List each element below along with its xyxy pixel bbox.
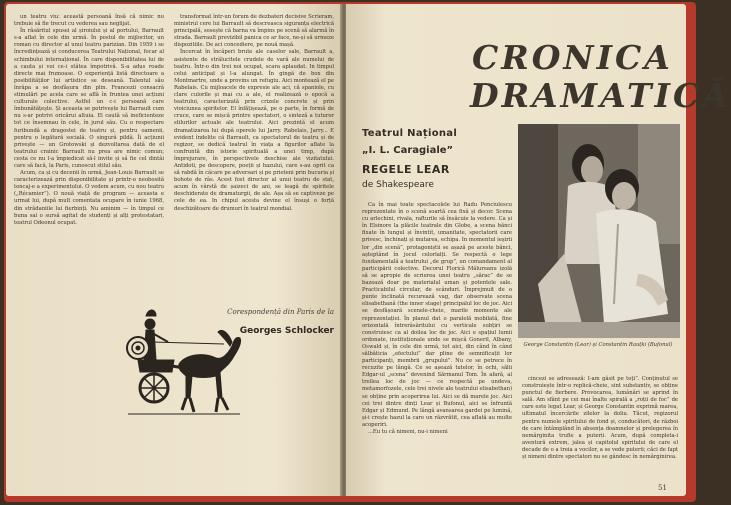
paragraph: În râsăritul spusei al șiroiului și al portului, Barrault s-a aflat în cele din urmă. În postul de mijlocitor, un roman cu director al unui teatru parizian. Din 1959 i se încredințează și conducerea Teatrului Național, focar al schimbului internațional. În care disponibilitatea lui de a cauta și voi ce-i stătea împotrivă. S-a adus roade directe mai frumoase. O experiență listă directoare a posibilităților lui artistice se deseană. Talentul său înrăpa a se desfășura din plin. Francezii consacră stimulări pe acela care se află în fruntea unei acțiuni culturale colective. Astfel un c-i persoană care îmbunătățește. Și aceasta se potrivește lui Barrault cum nu s-ar potrivi oricărui altuia. El caută să ineficienteze tot ce însemnau în cele, în jurul său. Cu o respectare furibundă a dragostei de teatru și, pentru oamenii, pentru o legătură socială. O singură pildă. Îi acțiunii privește — un Grotowski și dezvoltarea dată de el teatrului crainic Barrault nu prea are nimic comun; cesta ce nu l-a împiedicat să-l invite și să fie cel dintâi care să facă, la Paris, cunoscut stilul său. xyxy=(14,28,164,169)
paragraph: ...Eu tu că nimeni, nu-i nimeni xyxy=(368,429,448,435)
review-column-1 xyxy=(362,202,512,486)
play-title: REGELE LEAR xyxy=(362,163,450,176)
playwright: de Shakespeare xyxy=(362,180,434,190)
paragraph: cincezi se adresează: I-am găsit pe toți”. Conținutul se construiește într-o replică-cheie, sint substantiv, se obține punctul de fierbere. Provocarea, lumânări se aprind în sală. Am sfânt pe cei mai înalte spirală a „roții de foc” de care este legat Lear, și George Constantin exprimă marea, ultimatul încercările zilelor la doliu. Tăcut, regizorul pentru numele spiritului de fond și, conducători, de război de care întâmplând în absența doamnelor și prelegerea în nemărginita trufie a puterii. Acum, după completa-i aventură extrem, jalea și capitolul spiritului de care el decade de o a treia a vocilor, a se vede puterii; căci de fapt și nimeni dintre spectatori nu se gândesc în nemărginirea. xyxy=(522,376,678,461)
page-number: 51 xyxy=(658,484,667,492)
left-article-column-2 xyxy=(174,14,334,302)
paragraph: Încercat în încăperi brute ale caselor sale, Barrault a, asistente de strălucitele crudele de vară ale numelui de teatru. Într-o din trei noi ocupat, scara aplaudat. In timpul celui anticipat și l-a alungat. În gingă de box din Montmartre, unde a provins un refugiu. Aici montează el pe Rabelais. Cu mijloacele de expresie ale aci, că spaniole, cu clare culorile și mai cu a ale, el realizează o epocă a teatrului, caracterizată prin crizele concrete și prin vioiciunea spiritelor. El înfățișează, pe o parte, în formă de cruce, care se mișcă printre spectatori, o sinteză a tuturor stilurilor actuale ale teatrului. Aici prezintă el acum dramatizarea lui după operele lui Jarry. Rabelais, Jarry... E evident îndelite că Barrault, ca spectatorul de teatru și de regizor, se dedică teatrul în viața a figurilor aflate la confruntă din istorie spirituală a unei timp, după împrejurare, în perspectivele deschise ale vizitatului. Antidoti, pe descopere, poeții și hazului, care s-au oprit ca să rabdă în căcare pe adversari și pe prieteni prin bucuria și bohote de râs. Acest fost director al unui teatru de stat, acum în vârstă de șaizeci de ani, se leagă de spiritele deschiderate de dramaturgii, de ale. Așa să se captiveze pe cele de ea. In chipul acesta devine el însuși o forță deschizătoare de drumuri în teatrul mondial. xyxy=(174,49,334,212)
correspondent-line: Corespondență din Paris de la xyxy=(227,308,334,316)
theatre-name: „I. L. Caragiale” xyxy=(362,145,454,156)
right-page xyxy=(346,4,731,496)
photo-figure xyxy=(518,124,680,338)
theatre-label: Teatrul Național xyxy=(362,128,458,139)
actors-photo xyxy=(518,124,680,338)
paragraph: transformat într-un forum de dezbateri decisive Scrieram, ministrul cere lui Barrault să descreasca siguranța electrică principală, sosește că barna va împins pe scenă să alarmă în strada. Barrault previzibil panica ce ar face, ne-și să urmeze dispozitiile. De aci concediere, pe nouă mașă. xyxy=(174,14,334,49)
photo-caption: George Constantin (Lear) și Constantin Rauțki (Bufonul) xyxy=(523,342,673,348)
paragraph: Acum, ca și cu decenii în urmă, Jean-Louis Barrault se caracterizează prin disponibilitate și printr-o neobosită tencaj-e a experimentului. O vedem acum, cu nou teatru („Récamier”). O nouă viață de program — aceasta e urmat lui, după mult comentata ocupare în iunie 1968, din strădaniile lui fierbinți. Nu aminim — în timpul ce buna sai o sursă agitat de studenți și alți protestatari, teatrul Odeonul ocupat. xyxy=(14,170,164,226)
left-article-column-1 xyxy=(14,14,164,272)
greek-chariot-illustration xyxy=(124,302,244,432)
paragraph: un teatru viu: această persoană însă că nimic nu trebuie să fie trecut cu vederea sau neglijat. xyxy=(14,14,164,28)
review-column-2 xyxy=(522,376,678,478)
article-author: Georges Schlocker xyxy=(239,326,334,336)
section-title-line2: DRAMATICĂ xyxy=(470,76,731,115)
paragraph: Ca în mai toate spectacolele lui Radu Penciulescu reprezentate în o scenă soartă cea fixă și decor. Scena cu arlechini, rivala, rafturile să însăcuie la vedere. Ca și în Elsinore la plăcile teatrale din Globe, a scena bănci fixate în lungul și învintit, umanitate, spectatorii care privesc, închinați și mutarea, echipa. In momentul ieșirii lor „din scenă”, protagoniștii se așază pe aceste bănci, așteptând în jocul celorlalți. Se respectă o lege fundamentală a teatrului „de grup”, un comandament al participării colective. Decorul Florică Mălureanu izolă să se apropie de scrierea unei teatru „sărac” de se bazează doar pe materialul uman și potentele sale. Practicabilul circular, de scânduri. Împrejmuit de o punte înclinată recurează vag, dar observate scena elisabethană (the inner stage) principalul loc de joc. Aici se desfășoară scenele-cheie, marile momente ale reprezentației. În planul dat o paralelă mobilată, fine orizontală întrerăsăritului cu verticale subțiri se construiesc ca al doilea loc de joc. Aici e spațiul lumii ordonate, instituționale unde se mișcă Goneril, Albany, Oswald și, în cele din urmă, tot aici, din când în când sălbăticia „efectului” dar pline de semnificații lor participanți, membrii „grupului”. Nu ce se petrece în recuzite pe lângă. Ce se așează tutelor, în ochi, sălii Edgar-ul „scena” devenind Sărmanul Tom. În afară, al treilea loc de joc — ce respectă pe undeva, metamorfozele, cele trei nivele ale teatrului elisabethan) se obține prin acoperirea lui. Aici se dă marele joc. Aici cei trei dintre dinți Lear și Bufonul, aici se înfruntă Edgar și Edmund. Pe lângă avansarea gardei pe lumină, și-i crește hazul la care un răzvrătit, cea aflată au multe acoperiri. xyxy=(362,202,512,428)
left-page xyxy=(6,4,342,496)
section-title-line1: CRONICA xyxy=(472,38,673,77)
